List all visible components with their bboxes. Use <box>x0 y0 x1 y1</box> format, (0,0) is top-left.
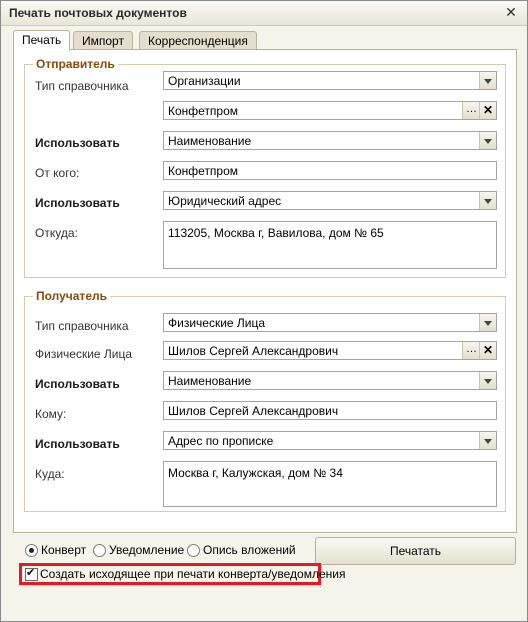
chevron-down-icon[interactable] <box>479 72 496 89</box>
recipient-directory-type-label: Тип справочника <box>35 319 129 333</box>
sender-use-name-label: Использовать <box>35 136 120 150</box>
clear-x-icon[interactable]: ✕ <box>479 102 496 119</box>
sender-use-name-select[interactable]: Наименование <box>163 131 497 150</box>
recipient-legend: Получатель <box>33 289 110 303</box>
sender-use-address-label: Использовать <box>35 196 120 210</box>
recipient-directory-item-field[interactable]: Шилов Сергей Александрович … ✕ <box>163 341 497 360</box>
recipient-use-address-select[interactable]: Адрес по прописке <box>163 431 497 450</box>
recipient-use-address-label: Использовать <box>35 437 120 451</box>
tab-print[interactable]: Печать <box>13 30 70 51</box>
recipient-to-label: Кому: <box>35 407 67 421</box>
window-title: Печать почтовых документов <box>9 6 187 20</box>
chevron-down-icon[interactable] <box>479 192 496 209</box>
close-icon[interactable]: ✕ <box>505 4 517 20</box>
sender-from-input[interactable]: Конфетпром <box>163 161 497 180</box>
recipient-address-textarea[interactable]: Москва г, Калужская, дом № 34 <box>163 461 497 507</box>
checkbox-checked-icon[interactable] <box>25 568 38 581</box>
tab-correspondence[interactable]: Корреспонденция <box>139 31 257 50</box>
chevron-down-icon[interactable] <box>479 132 496 149</box>
ellipsis-icon[interactable]: … <box>462 102 480 119</box>
sender-directory-item-field[interactable]: Конфетпром … ✕ <box>163 101 497 120</box>
chevron-down-icon[interactable] <box>479 314 496 331</box>
chevron-down-icon[interactable] <box>479 432 496 449</box>
sender-legend: Отправитель <box>33 57 118 71</box>
ellipsis-icon[interactable]: … <box>462 342 480 359</box>
recipient-group <box>24 289 506 512</box>
recipient-use-name-label: Использовать <box>35 377 120 391</box>
recipient-to-input[interactable]: Шилов Сергей Александрович <box>163 401 497 420</box>
recipient-use-name-select[interactable]: Наименование <box>163 371 497 390</box>
recipient-address-label: Куда: <box>35 467 65 481</box>
chevron-down-icon[interactable] <box>479 372 496 389</box>
sender-address-textarea[interactable]: 113205, Москва г, Вавилова, дом № 65 <box>163 221 497 269</box>
recipient-directory-type-select[interactable]: Физические Лица <box>163 313 497 332</box>
sender-directory-type-label: Тип справочника <box>35 79 129 93</box>
title-bar <box>1 1 527 26</box>
tab-import[interactable]: Импорт <box>73 31 133 50</box>
sender-address-label: Откуда: <box>35 226 78 240</box>
sender-group <box>24 57 506 278</box>
sender-directory-type-select[interactable]: Организации <box>163 71 497 90</box>
clear-x-icon[interactable]: ✕ <box>479 342 496 359</box>
print-button[interactable]: Печатать <box>315 537 516 565</box>
sender-use-address-select[interactable]: Юридический адрес <box>163 191 497 210</box>
recipient-directory-item-label: Физические Лица <box>35 347 133 361</box>
sender-from-label: От кого: <box>35 166 80 180</box>
create-outgoing-label: Создать исходящее при печати конверта/уведомления <box>40 567 346 581</box>
print-mail-documents-window: Печать почтовых документов ✕ Печать Импорт Корреспонденция Отправитель Тип справочника Организации Конфетпром … ✕ Использовать Наименование От кого: Конфетпром Использовать Юридический адрес Откуда: 113205, Москва г, Вавилова, дом № 65 Получатель Тип справочника Физические Лица Физические Лица Шилов Сергей Александрович … ✕ Использовать Наименование Кому: Шилов Сергей Александрович Использовать Адрес по прописке Куда: Москва г, Калужская, дом № 34 Конверт Уведомление Опись вложений Печатать ✔ Создать исходящее при печати конверта/уведомления <box>0 0 528 622</box>
tab-panel-print <box>13 49 517 533</box>
